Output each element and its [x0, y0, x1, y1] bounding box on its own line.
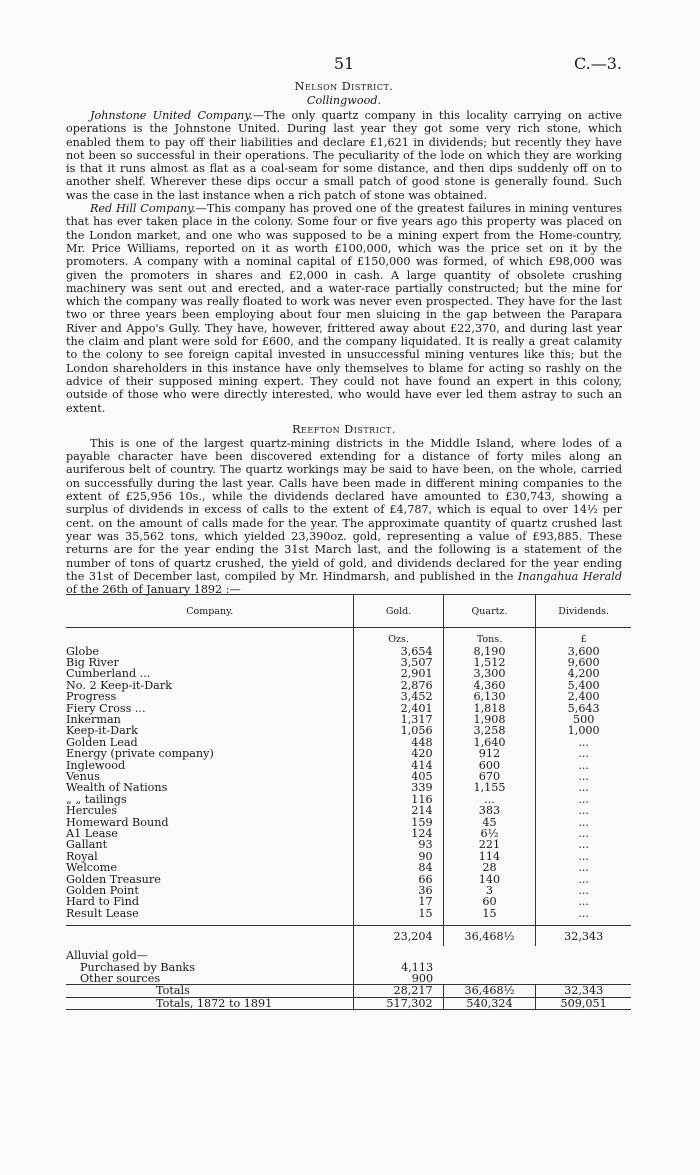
quartz-value: ...: [443, 794, 536, 805]
empty-cell: [443, 973, 536, 985]
empty-cell: [443, 946, 536, 961]
quartz-value: 6,130: [443, 691, 536, 702]
quartz-unit: Tons.: [443, 628, 536, 646]
totals-range-quartz: 540,324: [443, 997, 536, 1009]
document-code: C.—3.: [573, 54, 622, 73]
company-name-text: Keep-it-Dark: [66, 724, 138, 738]
company-name-text: No. 2 Keep-it-Dark: [66, 678, 172, 692]
company-name-text: A1 Lease: [66, 827, 118, 840]
company-name-text: Hard to Find: [66, 895, 139, 909]
quartz-value: 1,908: [443, 714, 536, 725]
table-row: [66, 680, 631, 691]
gold-value: 90: [354, 851, 443, 862]
dividends-value: ...: [536, 896, 631, 907]
table-row: [66, 782, 631, 793]
newspaper-name: Inangahua Herald: [517, 569, 622, 583]
units-row: [66, 628, 631, 646]
empty-cell: [536, 946, 631, 961]
company-header: Company.: [66, 595, 354, 628]
company-name: [66, 760, 354, 771]
quartz-value: 3: [443, 885, 536, 896]
dividends-value: 9,600: [536, 657, 631, 668]
gold-value: 414: [354, 760, 443, 771]
johnstone-lead: Johnstone United Company.: [90, 109, 253, 122]
quartz-value: 6½: [443, 828, 536, 839]
quartz-value: 8,190: [443, 646, 536, 657]
dividends-value: 3,600: [536, 646, 631, 657]
johnstone-paragraph: [66, 109, 622, 202]
reefton-text-end: of the 26th of January 1892 :—: [66, 583, 241, 597]
empty-cell: [536, 973, 631, 985]
dividends-value: ...: [536, 805, 631, 816]
table-row: [66, 748, 631, 759]
dividends-value: ...: [536, 862, 631, 873]
totals-row: [66, 985, 631, 997]
gold-value: 1,056: [354, 725, 443, 736]
quartz-value: 383: [443, 805, 536, 816]
company-name-text: „ „ tailings: [66, 792, 127, 806]
page: [66, 50, 622, 596]
quartz-value: 600: [443, 760, 536, 771]
dividends-unit: £: [536, 628, 631, 646]
gold-value: 339: [354, 782, 443, 793]
dividends-value: 5,643: [536, 703, 631, 714]
gold-value: 3,452: [354, 691, 443, 702]
totals-range-row: [66, 997, 631, 1009]
quartz-value: 3,300: [443, 668, 536, 679]
quartz-value: 1,818: [443, 703, 536, 714]
red-hill-text: —This company has proved one of the greatest failures in mining ventures that has ever taken place in the colony. Some four or five years ago this property was placed on the London market, and one who was supposed to be a mining expert from the Home-country, Mr. Price Williams, reported on it as worth £100,000, which was the price set on it by the promoters. A company with a nominal capital of £150,000 was formed, of which £98,000 was given the promoters in shares and £2,000 in cash. A large quantity of obsolete crushing machinery was sent out and erected, and a water-race partially constructed; but the mine for which the company was really floated to work was never even prospected. They have for the last two or three years been employing about four men sluicing in the gap between the Parapara River and Appo's Gully. They have, however, frittered away about £22,370, and during last year the claim and plant were sold for £600, and the company liquidated. It is really a great calamity to the colony to see foreign capital invested in unsuccessful mining ventures like this; but the London shareholders in this instance have only themselves to blame for acting so rashly on the advice of their supposed mining expert. They could not have found an expert in this colony, outside of those who were directly interested, who would have ever led them astray to such an extent.: [66, 202, 622, 415]
dividends-value: ...: [536, 839, 631, 850]
company-name-text: Progress: [66, 690, 117, 704]
totals-range-dividends: 509,051: [536, 997, 631, 1009]
dividends-value: ...: [536, 885, 631, 896]
gold-value: 2,901: [354, 668, 443, 679]
company-name-text: Fiery Cross ...: [66, 701, 146, 715]
totals-label: Totals: [66, 985, 354, 997]
company-name-text: Golden Point: [66, 884, 139, 898]
page-number: 51: [333, 54, 355, 73]
gold-value: 116: [354, 794, 443, 805]
alluvial-source: Other sources: [80, 972, 161, 986]
company-name-text: Hercules: [66, 804, 118, 818]
quartz-header: Quartz.: [443, 595, 536, 628]
company-name-text: Homeward Bound: [66, 815, 169, 829]
alluvial-heading-row: [66, 946, 631, 961]
company-name-text: Gallant: [66, 838, 108, 852]
quartz-value: 670: [443, 771, 536, 782]
company-name: [66, 839, 354, 850]
gold-value: 36: [354, 885, 443, 896]
gold-header: Gold.: [354, 595, 443, 628]
dividends-value: ...: [536, 828, 631, 839]
company-name-text: Result Lease: [66, 906, 139, 920]
dividends-value: ...: [536, 817, 631, 828]
gold-value: 2,876: [354, 680, 443, 691]
table-row: [66, 657, 631, 668]
red-hill-paragraph: [66, 202, 622, 415]
empty-cell: [443, 962, 536, 973]
dividends-value: 2,400: [536, 691, 631, 702]
dividends-value: ...: [536, 771, 631, 782]
table-row: [66, 896, 631, 907]
dividends-value: ...: [536, 760, 631, 771]
gold-value: 448: [354, 737, 443, 748]
table-row: [66, 725, 631, 736]
quartz-value: 3,258: [443, 725, 536, 736]
quartz-value: 60: [443, 896, 536, 907]
company-name-text: Welcome: [66, 861, 118, 875]
company-name-text: Cumberland ...: [66, 667, 151, 681]
gold-value: 405: [354, 771, 443, 782]
alluvial-gold: 4,113: [354, 962, 443, 973]
quartz-value: 114: [443, 851, 536, 862]
dividends-value: 1,000: [536, 725, 631, 736]
gold-value: 17: [354, 896, 443, 907]
subtotal-label: [66, 926, 354, 947]
quartz-value: 140: [443, 874, 536, 885]
quartz-value: 1,155: [443, 782, 536, 793]
table-row: [66, 760, 631, 771]
totals-range-gold: 517,302: [354, 997, 443, 1009]
table-row: [66, 646, 631, 657]
table-row: [66, 885, 631, 896]
reefton-text: This is one of the largest quartz-mining districts in the Middle Island, where lodes of a payable character have been discovered extending for a distance of forty miles along an auriferous belt of country. The quartz workings may be said to have been, on the whole, carried on successfully during the last year. Calls have been made in different mining companies to the extent of £25,956 10s., while the dividends declared have amounted to £30,743, showing a surplus of dividends in excess of calls to the extent of £4,787, which is equal to over 14½ per cent. on the amount of calls made for the year. The approximate quantity of quartz crushed last year was 35,562 tons, which yielded 23,390oz. gold, representing a value of £93,885. These returns are for the year ending the 31st March last, and the following is a statement of the number of tons of quartz crushed, the yield of gold, and dividends declared for the year ending the 31st of December last, compiled by Mr. Hindmarsh, and published in the: [66, 436, 622, 583]
company-name-text: Venus: [66, 769, 100, 783]
quartz-value: 4,360: [443, 680, 536, 691]
red-hill-lead: Red Hill Company.: [90, 202, 196, 216]
dividends-value: ...: [536, 794, 631, 805]
table-row: [66, 794, 631, 805]
company-name-text: Wealth of Nations: [66, 781, 168, 795]
table-row: [66, 839, 631, 850]
dividends-value: ...: [536, 851, 631, 862]
company-name-text: Energy (private company): [66, 747, 214, 761]
dividends-value: ...: [536, 782, 631, 793]
table-row: [66, 703, 631, 714]
collingwood-heading: Collingwood.: [306, 94, 382, 107]
gold-unit: Ozs.: [354, 628, 443, 646]
company-name-text: Inglewood: [66, 758, 126, 772]
gold-value: 214: [354, 805, 443, 816]
quartz-value: 15: [443, 908, 536, 919]
company-name-text: Golden Treasure: [66, 872, 161, 886]
company-name-text: Royal: [66, 849, 98, 863]
quartz-value: 1,640: [443, 737, 536, 748]
quartz-value: 28: [443, 862, 536, 873]
quartz-value: 1,512: [443, 657, 536, 668]
reefton-returns-table: [66, 594, 631, 1010]
table-header-row: [66, 595, 631, 628]
company-name-text: Inkerman: [66, 712, 121, 726]
dividends-value: ...: [536, 737, 631, 748]
totals-dividends: 32,343: [536, 985, 631, 997]
company-name: [66, 908, 354, 919]
nelson-district-heading: Nelson District.: [294, 80, 394, 93]
gold-value: 2,401: [354, 703, 443, 714]
alluvial-row: [66, 973, 631, 985]
table-row: [66, 691, 631, 702]
totals-gold: 28,217: [354, 985, 443, 997]
dividends-value: ...: [536, 874, 631, 885]
subtotal-dividends: 32,343: [536, 926, 631, 947]
subtotal-gold: 23,204: [354, 926, 443, 947]
gold-value: 159: [354, 817, 443, 828]
table-row: [66, 851, 631, 862]
gold-value: 93: [354, 839, 443, 850]
gold-value: 3,507: [354, 657, 443, 668]
table-row: [66, 817, 631, 828]
dividends-value: 5,400: [536, 680, 631, 691]
dividends-value: 500: [536, 714, 631, 725]
totals-range-label: Totals, 1872 to 1891: [66, 997, 354, 1009]
alluvial-label: Alluvial gold—: [66, 949, 148, 963]
table-row: [66, 828, 631, 839]
quartz-value: 912: [443, 748, 536, 759]
gold-value: 66: [354, 874, 443, 885]
alluvial-gold: 900: [354, 973, 443, 985]
company-name: [66, 828, 354, 839]
dividends-value: 4,200: [536, 668, 631, 679]
empty-cell: [354, 946, 443, 961]
gold-value: 84: [354, 862, 443, 873]
gold-value: 3,654: [354, 646, 443, 657]
dividends-value: ...: [536, 748, 631, 759]
company-name-text: Big River: [66, 655, 119, 669]
table-row: [66, 908, 631, 919]
page-header: [66, 50, 622, 78]
alluvial-source: Purchased by Banks: [80, 960, 195, 974]
empty-cell: [536, 962, 631, 973]
gold-value: 15: [354, 908, 443, 919]
table-body: [66, 628, 631, 1010]
subtotal-row: [66, 926, 631, 947]
table-row: [66, 714, 631, 725]
totals-quartz: 36,468½: [443, 985, 536, 997]
reefton-district-heading: Reefton District.: [292, 422, 396, 436]
johnstone-text: —The only quartz company in this locality carrying on active operations is the Johnstone United. During last year they got some very rich stone, which enabled them to pay off their liabilities and declare £1,621 in dividends; but recently they have not been so successful in their operations. The peculiarity of the lode on which they are working is that it runs almost as flat as a coal-seam for some distance, and then dips suddenly off on to another shelf. Wherever these dips occur a small patch of good stone is generally found. Such was the case in the last instance when a rich patch of stone was obtained.: [66, 109, 622, 202]
gold-value: 1,317: [354, 714, 443, 725]
gold-value: 420: [354, 748, 443, 759]
dividends-value: ...: [536, 908, 631, 919]
table-row: [66, 874, 631, 885]
dividends-header: Dividends.: [536, 595, 631, 628]
gold-value: 124: [354, 828, 443, 839]
company-name-text: Golden Lead: [66, 735, 138, 749]
quartz-value: 221: [443, 839, 536, 850]
reefton-paragraph: [66, 437, 622, 597]
company-name-text: Globe: [66, 644, 100, 658]
quartz-value: 45: [443, 817, 536, 828]
subtotal-quartz: 36,468½: [443, 926, 536, 947]
